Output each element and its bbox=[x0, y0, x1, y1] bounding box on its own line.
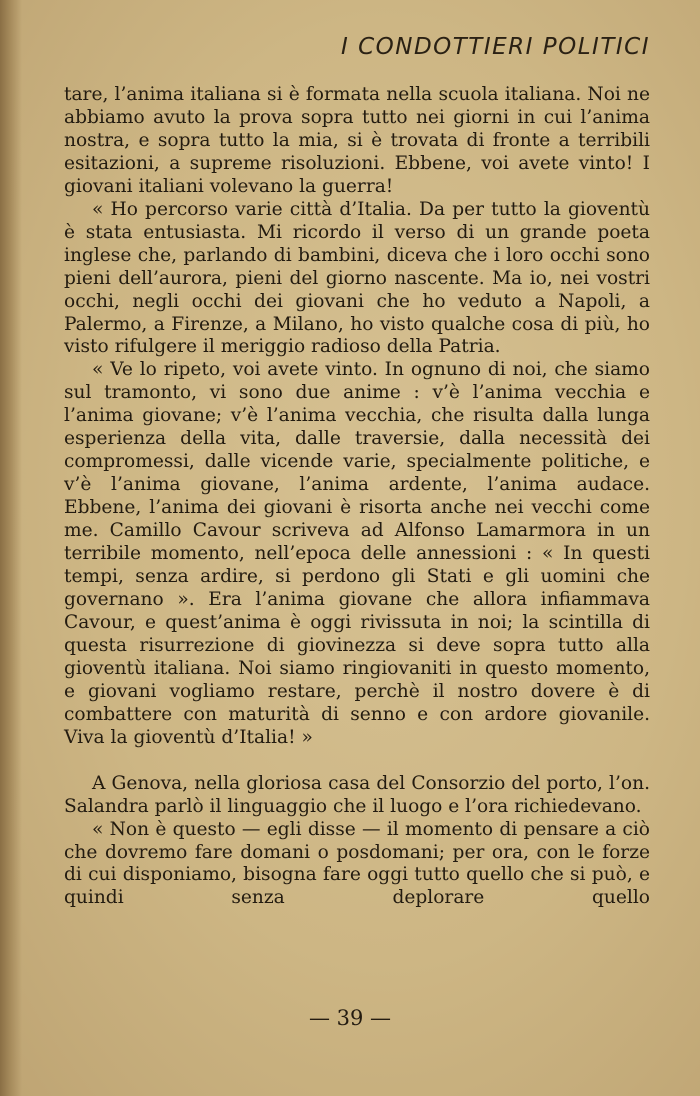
paragraph-1: tare, l’anima italiana si è formata nella scuola italiana. Noi ne abbiamo avuto la prova sopra tutto nei giorni in cui l’anima nostra, e sopra tutto la mia, si è trovata di fronte a terribili esitazioni, a supreme risoluzioni. Ebbene, voi avete vinto! I giovani italiani volevano la guerra! bbox=[64, 84, 650, 197]
paragraph-3: « Ve lo ripeto, voi avete vinto. In ognuno di noi, che siamo sul tramonto, vi sono due anime : v’è l’anima vecchia e l’anima giovane; v’è l’anima vecchia, che risulta dalla lunga esperienza della vita, dalle traversie, dalla necessità dei compromessi, dalle vicende varie, specialmente politiche, e v’è l’anima giovane, l’anima ardente, l’anima audace. Ebbene, l’anima dei giovani è risorta anche nei vecchi come me. Camillo Cavour scriveva ad Alfonso Lamarmora in un terribile momento, nell’epoca delle annessioni : « In questi tempi, senza ardire, si perdono gli Stati e gli uomini che governano ». Era l’anima giovane che allora infiammava Cavour, e quest’anima è oggi rivissuta in noi; la scintilla di questa risurrezione di giovinezza si deve sopra tutto alla gioventù italiana. Noi siamo ringiovaniti in questo momento, e giovani vogliamo restare, perchè il nostro dovere è di combattere con maturità di senno e con ardore giovanile. Viva la gioventù d’Italia! » bbox=[64, 359, 650, 748]
page-number: — 39 — bbox=[308, 1006, 392, 1030]
paragraph-2: « Ho percorso varie città d’Italia. Da per tutto la gioventù è stata entusiasta. Mi ricordo il verso di un grande poeta inglese che, parlando di bambini, diceva che i loro occhi sono pieni dell’aurora, pieni del giorno nascente. Ma io, nei vostri occhi, negli occhi dei giovani che ho veduto a Napoli, a Palermo, a Firenze, a Milano, ho visto qualche cosa di più, ho visto rifulgere il meriggio radioso della Patria. bbox=[64, 198, 650, 358]
running-head: I CONDOTTIERI POLITICI bbox=[340, 34, 650, 60]
body-text bbox=[64, 84, 650, 910]
paragraph-4: A Genova, nella gloriosa casa del Consorzio del porto, l’on. Salandra parlò il linguaggio che il luogo e l’ora richiedevano. bbox=[64, 772, 650, 817]
page-gutter-shadow bbox=[0, 0, 22, 1096]
paragraph-5: « Non è questo — egli disse — il momento di pensare a ciò che dovremo fare domani o posdomani; per ora, con le forze di cui disponiamo, bisogna fare oggi tutto quello che si può, e quindi senza deplorare quello bbox=[64, 818, 650, 909]
paragraph-gap bbox=[64, 750, 650, 773]
